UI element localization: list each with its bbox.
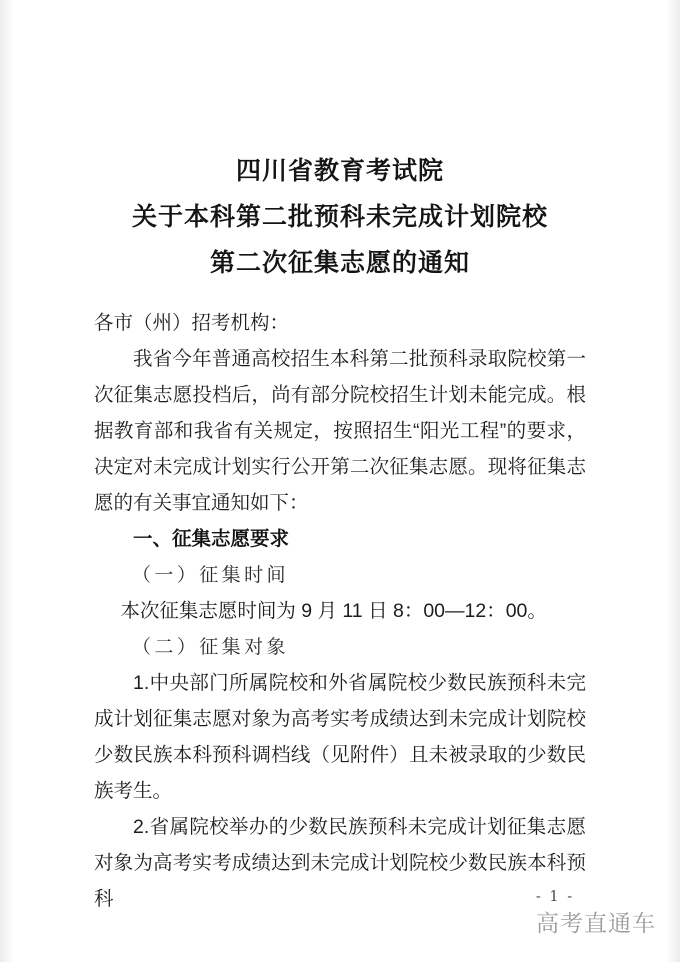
- section-heading-requirements: 一、征集志愿要求: [133, 528, 290, 550]
- watermark-gaokao-zhitongche: 高考直通车: [536, 911, 656, 937]
- page-number: - 1 -: [535, 889, 575, 905]
- document-body: [94, 305, 586, 917]
- title-line-issuer: 四川省教育考试院: [235, 157, 444, 185]
- document-title: [0, 0, 680, 286]
- title-line-notice: 第二次征集志愿的通知: [209, 249, 470, 277]
- salutation: 各市（州）招考机构：: [94, 312, 290, 334]
- subsection-heading-collection-target: （二）征集对象: [132, 636, 289, 658]
- paragraph-target-item-2: 2.省属院校举办的少数民族预科未完成计划征集志愿对象为高考实考成绩达到未完成计划院校少数民族本科预科: [94, 816, 586, 910]
- title-line-subject: 关于本科第二批预科未完成计划院校: [131, 203, 548, 231]
- paragraph-collection-time: 本次征集志愿时间为 9 月 11 日 8：00—12：00。: [120, 600, 547, 622]
- paragraph-target-item-1: 1.中央部门所属院校和外省属院校少数民族预科未完成计划征集志愿对象为高考实考成绩达到未完成计划院校少数民族本科预科调档线（见附件）且未被录取的少数民族考生。: [94, 672, 586, 802]
- paragraph-intro: 我省今年普通高校招生本科第二批预科录取院校第一次征集志愿投档后，尚有部分院校招生计划未能完成。根据教育部和我省有关规定，按照招生“阳光工程”的要求，决定对未完成计划实行公开第二次征集志愿。现将征集志愿的有关事宜通知如下：: [94, 348, 586, 514]
- subsection-heading-collection-time: （一）征集时间: [132, 564, 289, 586]
